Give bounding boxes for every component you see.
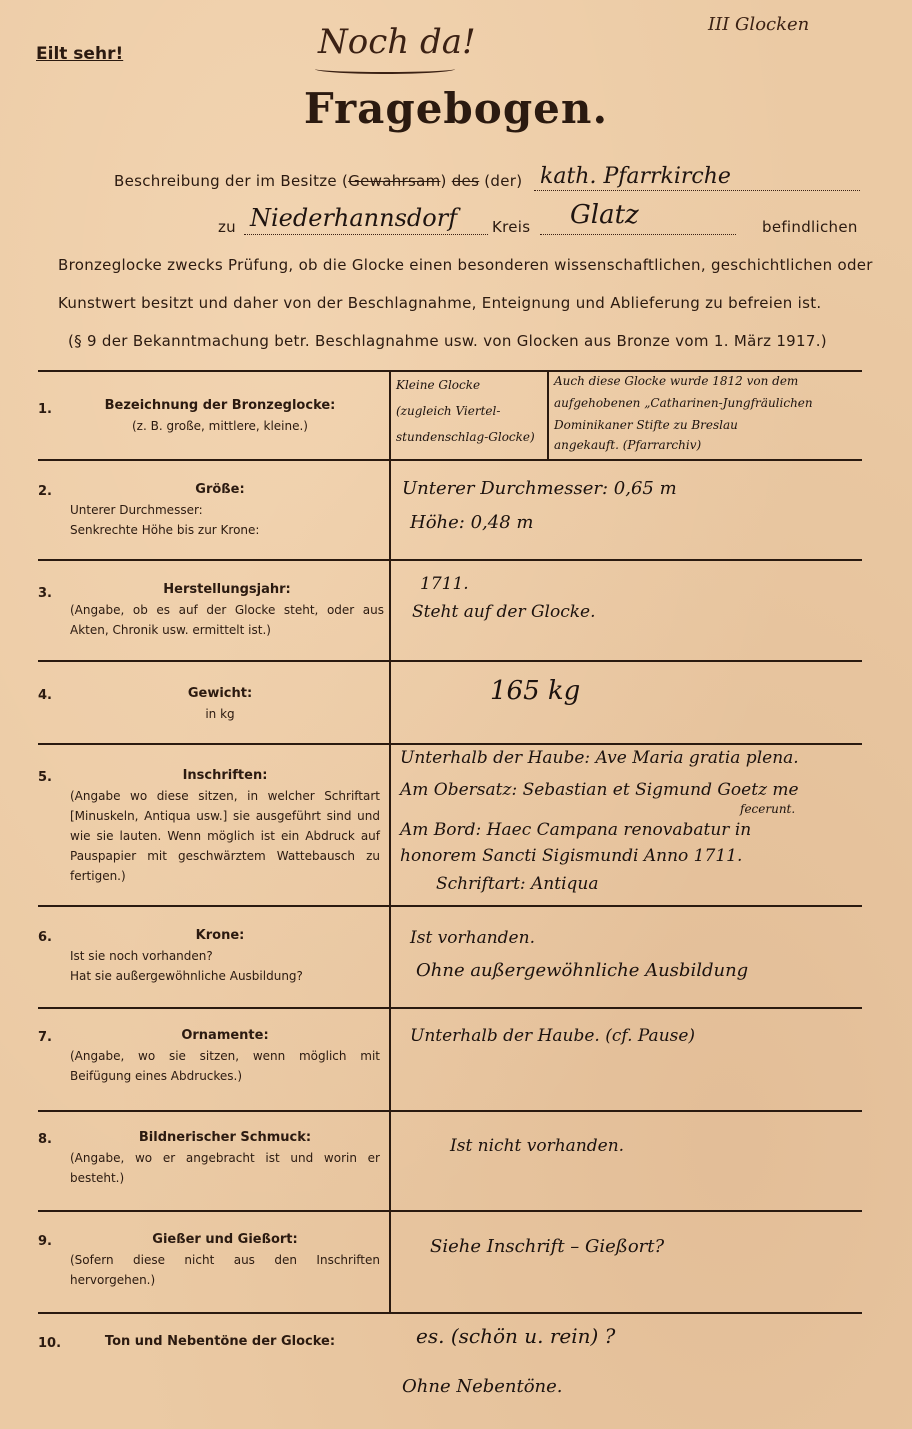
- row-label: Gewicht: in kg: [187, 686, 253, 721]
- answer-line: Kleine Glocke: [396, 378, 481, 392]
- row-divider-8: [38, 1210, 862, 1212]
- row-number: 3.: [38, 586, 52, 601]
- intro-kreis: Kreis: [492, 218, 531, 236]
- note-underline: [315, 64, 455, 74]
- answer-line: stundenschlag-Glocke): [396, 430, 535, 444]
- answer-line: Ohne Nebentöne.: [402, 1376, 563, 1397]
- row-label: Ornamente: (Angabe, wo sie sitzen, wenn möglich mit Beifügung eines Abdruckes.): [70, 1028, 380, 1083]
- intro-line-3: Bronzeglocke zwecks Prüfung, ob die Glocke einen besonderen wissenschaftlichen, geschichtlichen oder: [58, 256, 873, 274]
- intro-line-5: (§ 9 der Bekanntmachung betr. Beschlagnahme usw. von Glocken aus Bronze vom 1. März 1917.): [68, 332, 827, 350]
- answer-line: Ist nicht vorhanden.: [450, 1136, 625, 1156]
- intro-line-1: Beschreibung der im Besitze (Gewahrsam) des (der): [114, 172, 523, 190]
- handwritten-note: Noch da!: [318, 22, 476, 62]
- answer-line: Unterhalb der Haube. (cf. Pause): [410, 1026, 696, 1046]
- row-number: 2.: [38, 484, 52, 499]
- row-label: Ton und Nebentöne der Glocke:: [104, 1334, 336, 1349]
- answer-line: Unterer Durchmesser: 0,65 m: [402, 478, 677, 499]
- answer-line: Siehe Inschrift – Gießort?: [430, 1236, 665, 1257]
- owner-value: kath. Pfarrkirche: [540, 164, 731, 189]
- row-label: Bezeichnung der Bronzeglocke: (z. B. große, mittlere, kleine.): [104, 398, 336, 433]
- answer-line: angekauft. (Pfarrarchiv): [554, 438, 702, 452]
- owner-fill-line: [534, 190, 860, 191]
- row-divider-3: [38, 660, 862, 662]
- row-label: Herstellungsjahr: (Angabe, ob es auf der Glocke steht, oder aus Akten, Chronik usw. ermittelt ist.): [70, 582, 384, 637]
- corner-note: III Glocken: [708, 14, 810, 35]
- answer-line: Am Bord: Haec Campana renovabatur in: [400, 820, 752, 840]
- table-top-rule: [38, 370, 862, 372]
- row-label: Größe: Unterer Durchmesser: Senkrechte Höhe bis zur Krone:: [70, 482, 260, 537]
- answer-line: Unterhalb der Haube: Ave Maria gratia plena.: [400, 748, 799, 768]
- row-divider-7: [38, 1110, 862, 1112]
- answer-line: Am Obersatz: Sebastian et Sigmund Goetz me: [400, 780, 799, 800]
- row-number: 10.: [38, 1336, 62, 1351]
- district-fill-line: [540, 234, 736, 235]
- row-number: 1.: [38, 402, 52, 417]
- answer-line: Höhe: 0,48 m: [410, 512, 534, 533]
- answer-line: Ohne außergewöhnliche Ausbildung: [416, 960, 749, 981]
- row-divider-9: [38, 1312, 862, 1314]
- district-value: Glatz: [570, 200, 639, 230]
- urgent-label: Eilt sehr!: [36, 44, 124, 64]
- answer-line: honorem Sancti Sigismundi Anno 1711.: [400, 846, 743, 866]
- intro-befindlichen: befindlichen: [762, 218, 858, 236]
- answer-line: aufgehobenen „Catharinen-Jungfräulichen: [554, 396, 813, 410]
- answer-line: Ist vorhanden.: [410, 928, 535, 948]
- row-number: 5.: [38, 770, 52, 785]
- row-number: 8.: [38, 1132, 52, 1147]
- column-divider-row1: [547, 370, 549, 459]
- answer-line: Steht auf der Glocke.: [412, 602, 596, 622]
- row-divider-5: [38, 905, 862, 907]
- answer-line: Dominikaner Stifte zu Breslau: [554, 418, 738, 432]
- answer-line: Schriftart: Antiqua: [436, 874, 599, 894]
- row-number: 7.: [38, 1030, 52, 1045]
- answer-line: (zugleich Viertel-: [396, 404, 501, 418]
- row-number: 4.: [38, 688, 52, 703]
- answer-line: 1711.: [420, 574, 469, 594]
- row-divider-4: [38, 743, 862, 745]
- row-divider-6: [38, 1007, 862, 1009]
- row-label: Gießer und Gießort: (Sofern diese nicht aus den Inschriften hervorgehen.): [70, 1232, 380, 1287]
- row-label: Inschriften: (Angabe wo diese sitzen, in welcher Schriftart [Minuskeln, Antiqua usw.] sie ausgeführt sind und wie sie lauten. Wenn möglich ist ein Abdruck auf Pauspapier mit geschwärztem Wattebausch zu fertigen.): [70, 768, 380, 883]
- row-label: Krone: Ist sie noch vorhanden? Hat sie außergewöhnliche Ausbildung?: [70, 928, 303, 983]
- place-value: Niederhannsdorf: [250, 204, 458, 232]
- answer-line: es. (schön u. rein) ?: [416, 1324, 616, 1348]
- row-number: 9.: [38, 1234, 52, 1249]
- intro-zu: zu: [218, 218, 236, 236]
- answer-line: Auch diese Glocke wurde 1812 von dem: [554, 374, 799, 388]
- column-divider: [389, 370, 391, 1312]
- row-label: Bildnerischer Schmuck: (Angabe, wo er angebracht ist und worin er besteht.): [70, 1130, 380, 1185]
- form-title: Fragebogen.: [303, 84, 609, 133]
- row-divider-1: [38, 459, 862, 461]
- answer-line: fecerunt.: [740, 802, 796, 816]
- row-number: 6.: [38, 930, 52, 945]
- place-fill-line: [244, 234, 488, 235]
- weight-value: 165 kg: [490, 676, 581, 706]
- intro-line-4: Kunstwert besitzt und daher von der Beschlagnahme, Enteignung und Ablieferung zu befreien ist.: [58, 294, 822, 312]
- row-divider-2: [38, 559, 862, 561]
